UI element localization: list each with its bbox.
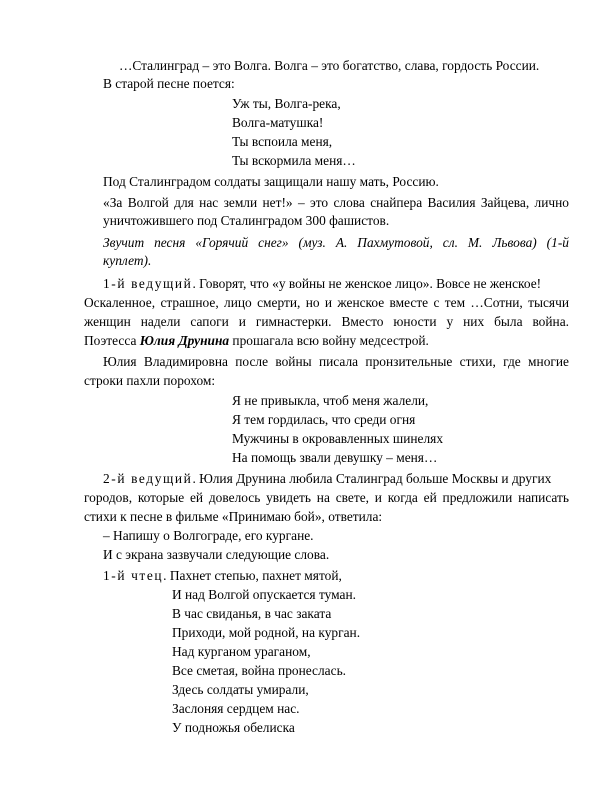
poem-line: Все сметая, война пронеслась. (172, 663, 347, 678)
stage-direction-line1: Звучит песня «Горячий снег» (муз. А. Пахмутовой, сл. М. Львова) (1-й (103, 235, 569, 250)
paragraph-drunina-line2: строки пахли порохом: (84, 373, 216, 388)
paragraph-reply: – Напишу о Волгограде, его кургане. (103, 528, 314, 543)
paragraph-zaitsev-line2: уничтожившего под Сталинградом 300 фашистов. (103, 213, 390, 228)
speaker-label: 2-й ведущий (103, 471, 193, 486)
poem-line: На помощь звали девушку – меня… (232, 450, 438, 465)
poem-line: Мужчины в окровавленных шинелях (232, 431, 444, 446)
paragraph-screen: И с экрана зазвучали следующие слова. (103, 547, 330, 562)
poem-line: Ты вспоила меня, (232, 134, 333, 149)
poem-line: Над курганом ураганом, (172, 644, 311, 659)
host1-line4: Поэтесса Юлия Друнина прошагала всю войну медсестрой. (84, 333, 429, 348)
stage-direction-line2: куплет). (103, 253, 152, 268)
poem-line: Я не привыкла, чтоб меня жалели, (232, 393, 429, 408)
paragraph-old-song: В старой песне поется: (103, 76, 235, 91)
host1-line2: Оскаленное, страшное, лицо смерти, но и женское вместе с тем …Сотни, тысячи (84, 295, 569, 310)
host2-line2: городов, которые ей довелось увидеть на свете, и когда ей предложили написать (84, 490, 569, 505)
paragraph-stalingrad: Под Сталинградом солдаты защищали нашу мать, Россию. (103, 174, 439, 189)
poem-line: Здесь солдаты умирали, (172, 682, 309, 697)
poem-line: Приходи, мой родной, на курган. (172, 625, 361, 640)
poem-line: У подножья обелиска (172, 720, 295, 735)
poem-line: Ты вскормила меня… (232, 153, 356, 168)
host2-line3: стихи к песне в фильме «Принимаю бой», ответила: (84, 509, 383, 524)
poem-line: Уж ты, Волга-река, (232, 96, 341, 111)
poem-line: В час свиданья, в час заката (172, 606, 332, 621)
paragraph-volga: …Сталинград – это Волга. Волга – это богатство, слава, гордость России. (119, 58, 540, 73)
paragraph-zaitsev-line1: «За Волгой для нас земли нет!» – это слова снайпера Василия Зайцева, лично (103, 195, 569, 210)
paragraph-drunina-line1: Юлия Владимировна после войны писала пронзительные стихи, где многие (103, 354, 569, 369)
poem-line: И над Волгой опускается туман. (172, 587, 356, 602)
speaker-label: 1-й ведущий (103, 276, 193, 291)
host1-line1: 1-й ведущий. Говорят, что «у войны не женское лицо». Вовсе не женское! (103, 276, 542, 291)
poem-line: Волга-матушка! (232, 115, 324, 130)
reader1-line1: 1-й чтец. Пахнет степью, пахнет мятой, (103, 568, 342, 583)
poem-line: Заслоняя сердцем нас. (172, 701, 300, 716)
poet-name: Юлия Друнина (139, 333, 230, 348)
host2-line1: 2-й ведущий. Юлия Друнина любила Сталинград больше Москвы и других (103, 471, 552, 486)
speaker-label: 1-й чтец (103, 568, 164, 583)
poem-line: Я тем гордилась, что среди огня (232, 412, 416, 427)
host1-line3: женщин надели сапоги и гимнастерки. Вместо юности у них была война. (84, 314, 569, 329)
